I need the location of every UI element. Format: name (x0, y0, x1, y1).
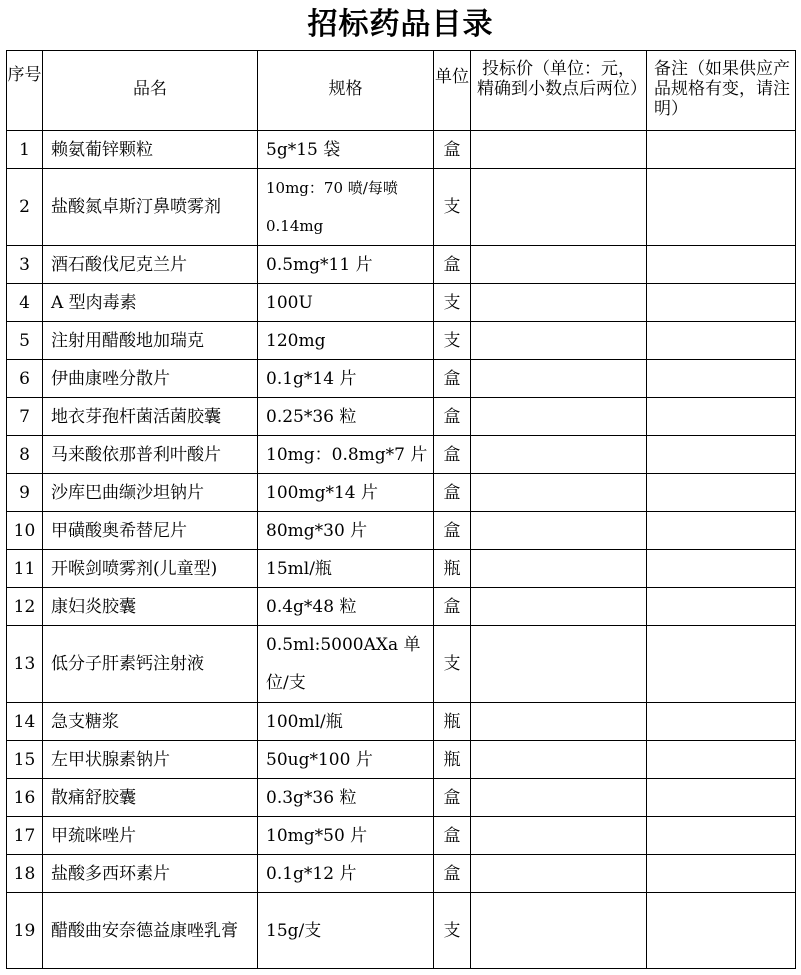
header-remark: 备注（如果供应产品规格有变，请注明） (647, 51, 796, 131)
row-unit: 瓶 (434, 703, 471, 741)
table-row (7, 398, 796, 436)
row-price-input[interactable] (471, 512, 647, 550)
row-price-input[interactable] (471, 855, 647, 893)
row-remark-input[interactable] (647, 893, 796, 969)
row-seq: 15 (7, 741, 43, 779)
row-seq: 11 (7, 550, 43, 588)
row-unit: 盒 (434, 855, 471, 893)
row-remark-input[interactable] (647, 284, 796, 322)
header-spec: 规格 (258, 51, 434, 131)
row-remark-input[interactable] (647, 512, 796, 550)
row-spec: 10mg：0.8mg*7 片 (258, 436, 434, 474)
table-row (7, 512, 796, 550)
row-unit: 支 (434, 626, 471, 703)
row-spec: 15ml/瓶 (258, 550, 434, 588)
row-seq: 12 (7, 588, 43, 626)
row-unit: 盒 (434, 436, 471, 474)
table-row (7, 741, 796, 779)
row-name: 注射用醋酸地加瑞克 (43, 322, 258, 360)
table-row (7, 246, 796, 284)
row-price-input[interactable] (471, 398, 647, 436)
row-price-input[interactable] (471, 131, 647, 169)
row-spec: 0.4g*48 粒 (258, 588, 434, 626)
table-row (7, 474, 796, 512)
row-remark-input[interactable] (647, 474, 796, 512)
row-price-input[interactable] (471, 550, 647, 588)
row-spec: 80mg*30 片 (258, 512, 434, 550)
table-row (7, 626, 796, 703)
row-price-input[interactable] (471, 284, 647, 322)
row-unit: 盒 (434, 588, 471, 626)
row-spec: 0.1g*12 片 (258, 855, 434, 893)
row-name: 开喉剑喷雾剂(儿童型) (43, 550, 258, 588)
row-name: 沙库巴曲缬沙坦钠片 (43, 474, 258, 512)
row-unit: 瓶 (434, 550, 471, 588)
row-name: 康妇炎胶囊 (43, 588, 258, 626)
row-seq: 5 (7, 322, 43, 360)
row-seq: 9 (7, 474, 43, 512)
drug-table (6, 50, 796, 969)
row-remark-input[interactable] (647, 741, 796, 779)
row-remark-input[interactable] (647, 169, 796, 246)
row-remark-input[interactable] (647, 436, 796, 474)
row-unit: 瓶 (434, 741, 471, 779)
table-row (7, 436, 796, 474)
table-row (7, 284, 796, 322)
row-name: 马来酸依那普利叶酸片 (43, 436, 258, 474)
row-seq: 14 (7, 703, 43, 741)
row-seq: 3 (7, 246, 43, 284)
row-unit: 盒 (434, 398, 471, 436)
page-title: 招标药品目录 (307, 7, 494, 42)
row-seq: 16 (7, 779, 43, 817)
row-price-input[interactable] (471, 741, 647, 779)
row-spec: 50ug*100 片 (258, 741, 434, 779)
table-row (7, 588, 796, 626)
row-name: 醋酸曲安奈德益康唑乳膏 (43, 893, 258, 969)
row-unit: 支 (434, 893, 471, 969)
row-price-input[interactable] (471, 588, 647, 626)
row-name: 左甲状腺素钠片 (43, 741, 258, 779)
row-name: 甲磺酸奥希替尼片 (43, 512, 258, 550)
row-name: 散痛舒胶囊 (43, 779, 258, 817)
row-name: 盐酸多西环素片 (43, 855, 258, 893)
row-remark-input[interactable] (647, 703, 796, 741)
row-name: 赖氨葡锌颗粒 (43, 131, 258, 169)
row-price-input[interactable] (471, 817, 647, 855)
row-name: 酒石酸伐尼克兰片 (43, 246, 258, 284)
row-name: 甲巯咪唑片 (43, 817, 258, 855)
row-price-input[interactable] (471, 246, 647, 284)
table-row (7, 131, 796, 169)
table-row (7, 360, 796, 398)
row-name: A 型肉毒素 (43, 284, 258, 322)
table-row (7, 855, 796, 893)
row-unit: 盒 (434, 474, 471, 512)
header-seq: 序号 (7, 51, 43, 131)
row-remark-input[interactable] (647, 588, 796, 626)
table-row (7, 322, 796, 360)
row-seq: 8 (7, 436, 43, 474)
row-remark-input[interactable] (647, 855, 796, 893)
row-spec: 0.25*36 粒 (258, 398, 434, 436)
row-remark-input[interactable] (647, 246, 796, 284)
row-spec: 100ml/瓶 (258, 703, 434, 741)
row-remark-input[interactable] (647, 322, 796, 360)
row-name: 盐酸氮卓斯汀鼻喷雾剂 (43, 169, 258, 246)
row-price-input[interactable] (471, 322, 647, 360)
row-unit: 盒 (434, 246, 471, 284)
row-seq: 17 (7, 817, 43, 855)
row-spec: 0.3g*36 粒 (258, 779, 434, 817)
row-spec: 0.1g*14 片 (258, 360, 434, 398)
row-seq: 19 (7, 893, 43, 969)
row-seq: 2 (7, 169, 43, 246)
row-name: 伊曲康唑分散片 (43, 360, 258, 398)
row-name: 低分子肝素钙注射液 (43, 626, 258, 703)
table-row (7, 817, 796, 855)
row-price-input[interactable] (471, 779, 647, 817)
row-remark-input[interactable] (647, 779, 796, 817)
table-body (7, 131, 796, 969)
table-row (7, 893, 796, 969)
row-spec: 10mg*50 片 (258, 817, 434, 855)
row-price-input[interactable] (471, 436, 647, 474)
row-remark-input[interactable] (647, 398, 796, 436)
row-spec: 120mg (258, 322, 434, 360)
row-remark-input[interactable] (647, 131, 796, 169)
row-price-input[interactable] (471, 474, 647, 512)
row-spec: 5g*15 袋 (258, 131, 434, 169)
row-price-input[interactable] (471, 360, 647, 398)
row-remark-input[interactable] (647, 550, 796, 588)
row-remark-input[interactable] (647, 626, 796, 703)
header-row (7, 51, 796, 131)
row-seq: 10 (7, 512, 43, 550)
row-seq: 7 (7, 398, 43, 436)
row-unit: 盒 (434, 512, 471, 550)
row-unit: 盒 (434, 131, 471, 169)
row-seq: 1 (7, 131, 43, 169)
row-seq: 18 (7, 855, 43, 893)
row-price-input[interactable] (471, 626, 647, 703)
row-name: 急支糖浆 (43, 703, 258, 741)
row-price-input[interactable] (471, 893, 647, 969)
table-row (7, 703, 796, 741)
row-price-input[interactable] (471, 169, 647, 246)
row-unit: 支 (434, 322, 471, 360)
table-row (7, 550, 796, 588)
row-unit: 盒 (434, 779, 471, 817)
row-seq: 13 (7, 626, 43, 703)
header-name: 品名 (43, 51, 258, 131)
table-row (7, 779, 796, 817)
table-row (7, 169, 796, 246)
row-unit: 支 (434, 169, 471, 246)
row-price-input[interactable] (471, 703, 647, 741)
row-spec: 15g/支 (258, 893, 434, 969)
header-unit: 单位 (434, 51, 471, 131)
row-name: 地衣芽孢杆菌活菌胶囊 (43, 398, 258, 436)
row-unit: 盒 (434, 817, 471, 855)
row-spec: 0.5mg*11 片 (258, 246, 434, 284)
row-unit: 盒 (434, 360, 471, 398)
row-seq: 4 (7, 284, 43, 322)
row-seq: 6 (7, 360, 43, 398)
row-remark-input[interactable] (647, 817, 796, 855)
row-spec: 100U (258, 284, 434, 322)
row-unit: 支 (434, 284, 471, 322)
row-spec: 100mg*14 片 (258, 474, 434, 512)
header-price: 投标价（单位：元，精确到小数点后两位） (471, 51, 647, 131)
row-spec: 0.5ml:5000AXa 单位/支 (258, 626, 434, 703)
row-remark-input[interactable] (647, 360, 796, 398)
row-spec: 10mg：70 喷/每喷 0.14mg (258, 169, 434, 246)
